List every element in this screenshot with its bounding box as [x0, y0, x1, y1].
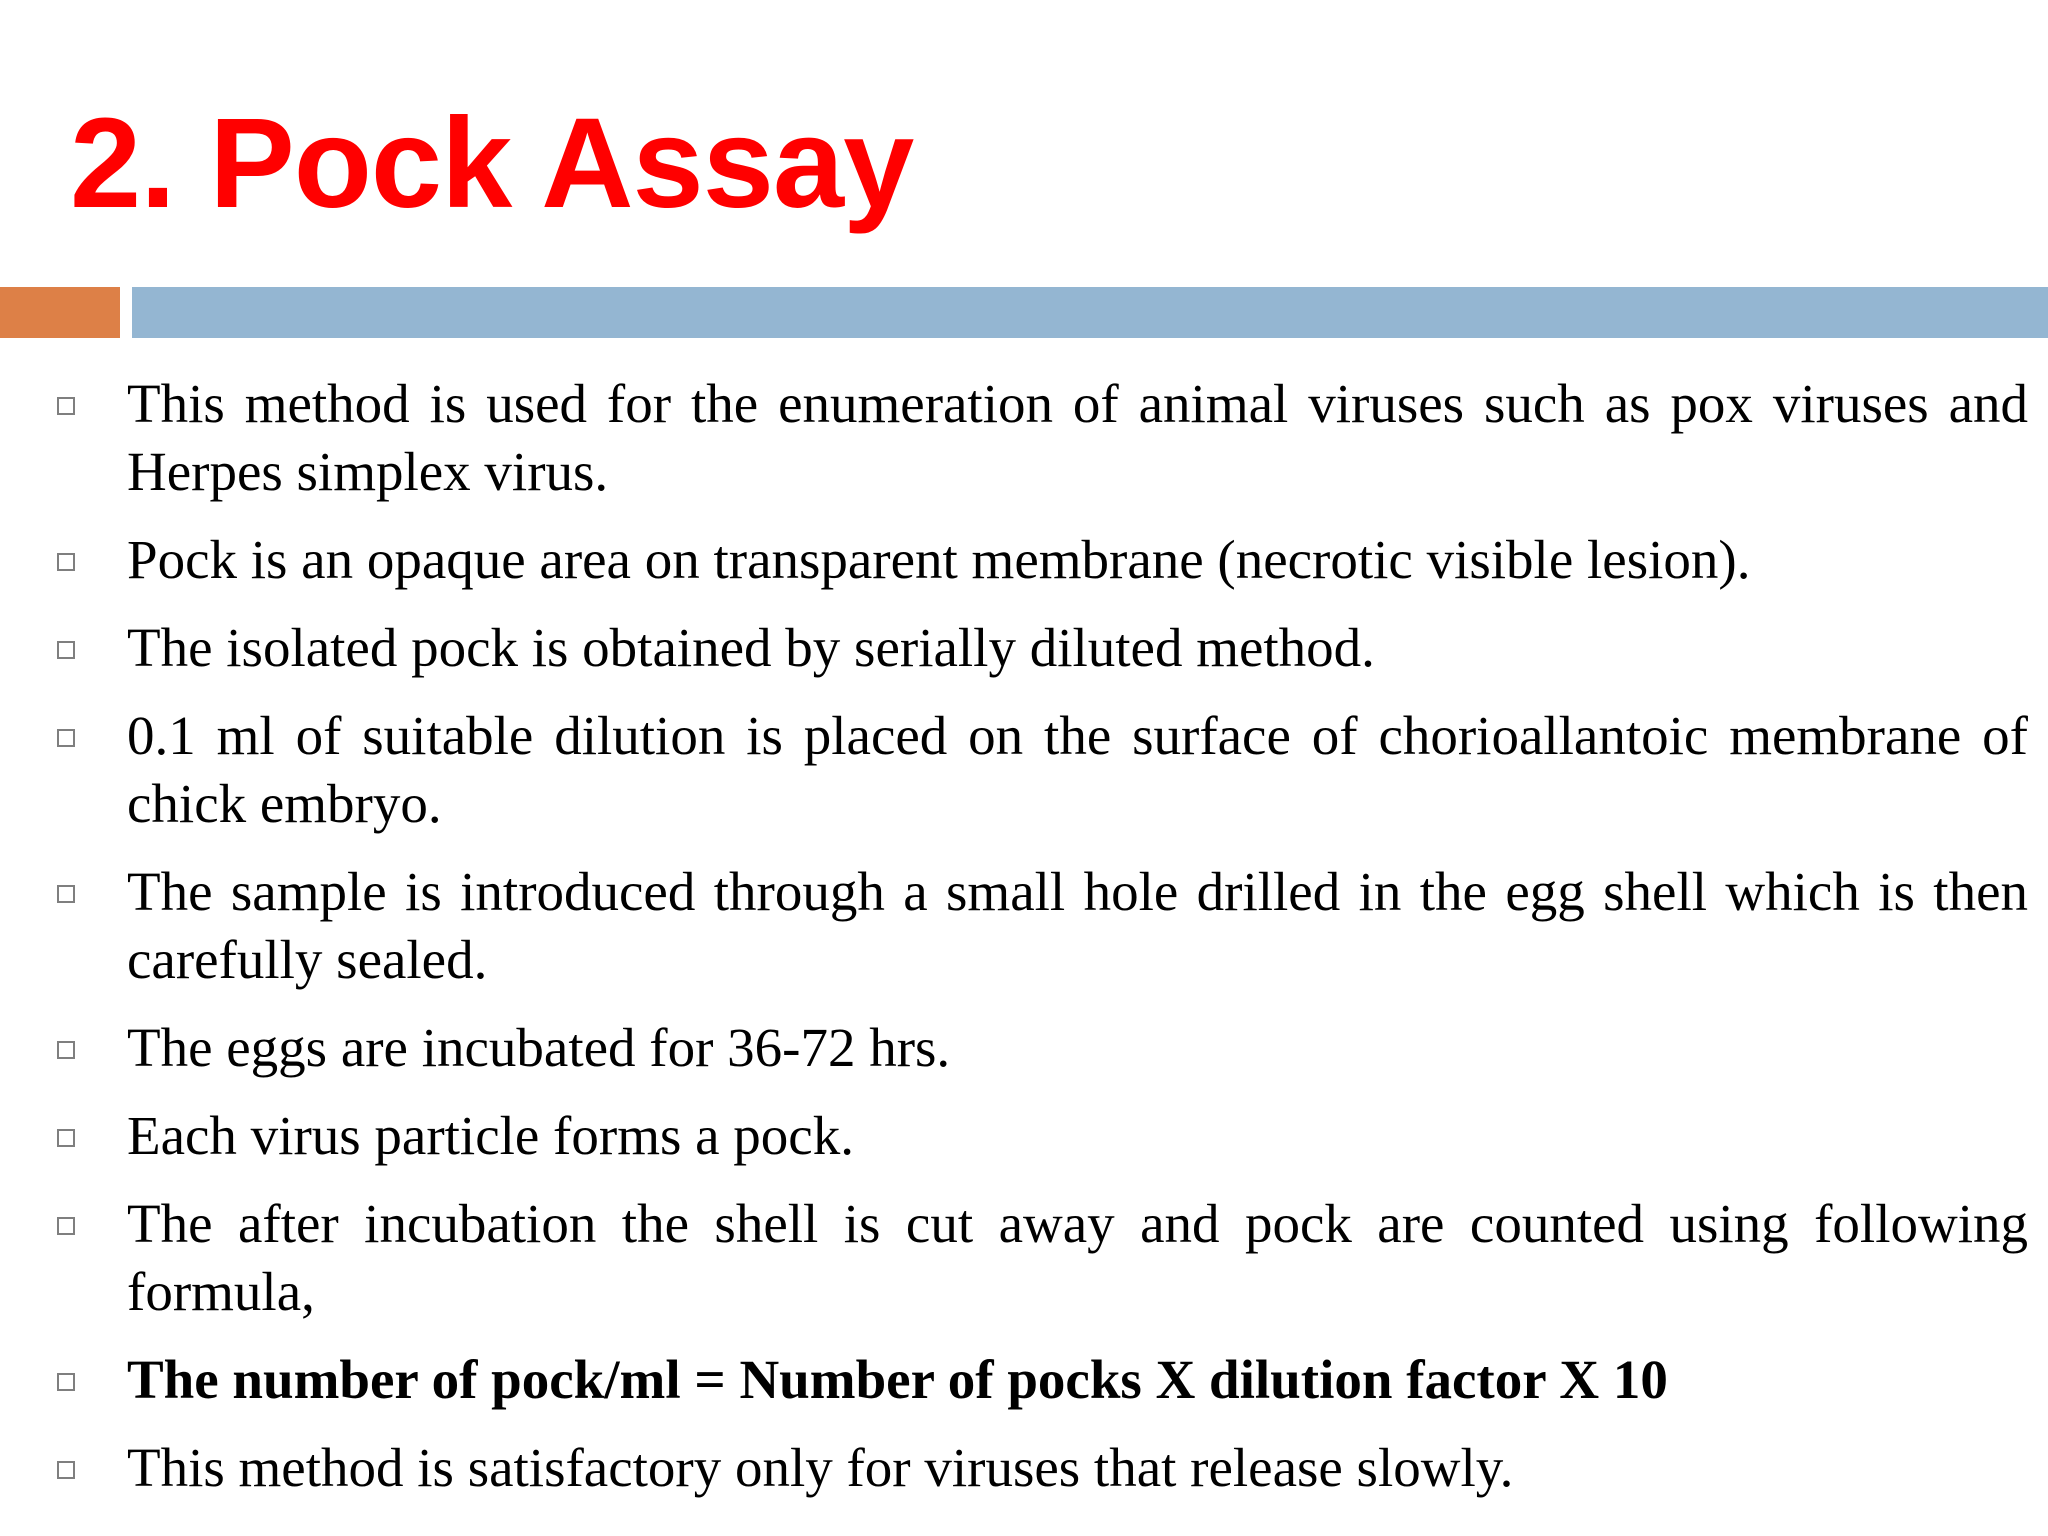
bullet-text: The after incubation the shell is cut away and pock are counted using following formula,	[127, 1193, 2028, 1322]
bullet-text: The sample is introduced through a small hole drilled in the egg shell which is then carefully sealed.	[127, 861, 2028, 990]
bullet-text: The number of pock/ml = Number of pocks X dilution factor X 10	[127, 1349, 1668, 1410]
hollow-square-bullet-icon	[57, 553, 75, 571]
bullet-text: The eggs are incubated for 36-72 hrs.	[127, 1017, 951, 1078]
bullet-item	[0, 1434, 2048, 1502]
bullet-item	[0, 702, 2048, 838]
hollow-square-bullet-icon	[57, 1461, 75, 1479]
hollow-square-bullet-icon	[57, 1129, 75, 1147]
bullet-text: The isolated pock is obtained by serially diluted method.	[127, 617, 1375, 678]
bullet-item	[0, 526, 2048, 594]
hollow-square-bullet-icon	[57, 885, 75, 903]
hollow-square-bullet-icon	[57, 397, 75, 415]
bullet-item	[0, 614, 2048, 682]
title-accent-bar	[0, 287, 120, 338]
bullet-item	[0, 858, 2048, 994]
hollow-square-bullet-icon	[57, 641, 75, 659]
bullet-item	[0, 370, 2048, 506]
bullet-text: Each virus particle forms a pock.	[127, 1105, 854, 1166]
bullet-item	[0, 1346, 2048, 1414]
slide-title: 2. Pock Assay	[70, 92, 914, 235]
bullet-item	[0, 1190, 2048, 1326]
bullet-list	[0, 370, 2048, 1522]
bullet-text: 0.1 ml of suitable dilution is placed on the surface of chorioallantoic membrane of chick embryo.	[127, 705, 2028, 834]
bullet-item	[0, 1014, 2048, 1082]
hollow-square-bullet-icon	[57, 1373, 75, 1391]
hollow-square-bullet-icon	[57, 1217, 75, 1235]
title-divider-bar	[132, 287, 2048, 338]
hollow-square-bullet-icon	[57, 1041, 75, 1059]
bullet-text: This method is satisfactory only for viruses that release slowly.	[127, 1437, 1514, 1498]
bullet-item	[0, 1102, 2048, 1170]
bullet-text: This method is used for the enumeration of animal viruses such as pox viruses and Herpes simplex virus.	[127, 373, 2028, 502]
bullet-text: Pock is an opaque area on transparent membrane (necrotic visible lesion).	[127, 529, 1751, 590]
hollow-square-bullet-icon	[57, 729, 75, 747]
